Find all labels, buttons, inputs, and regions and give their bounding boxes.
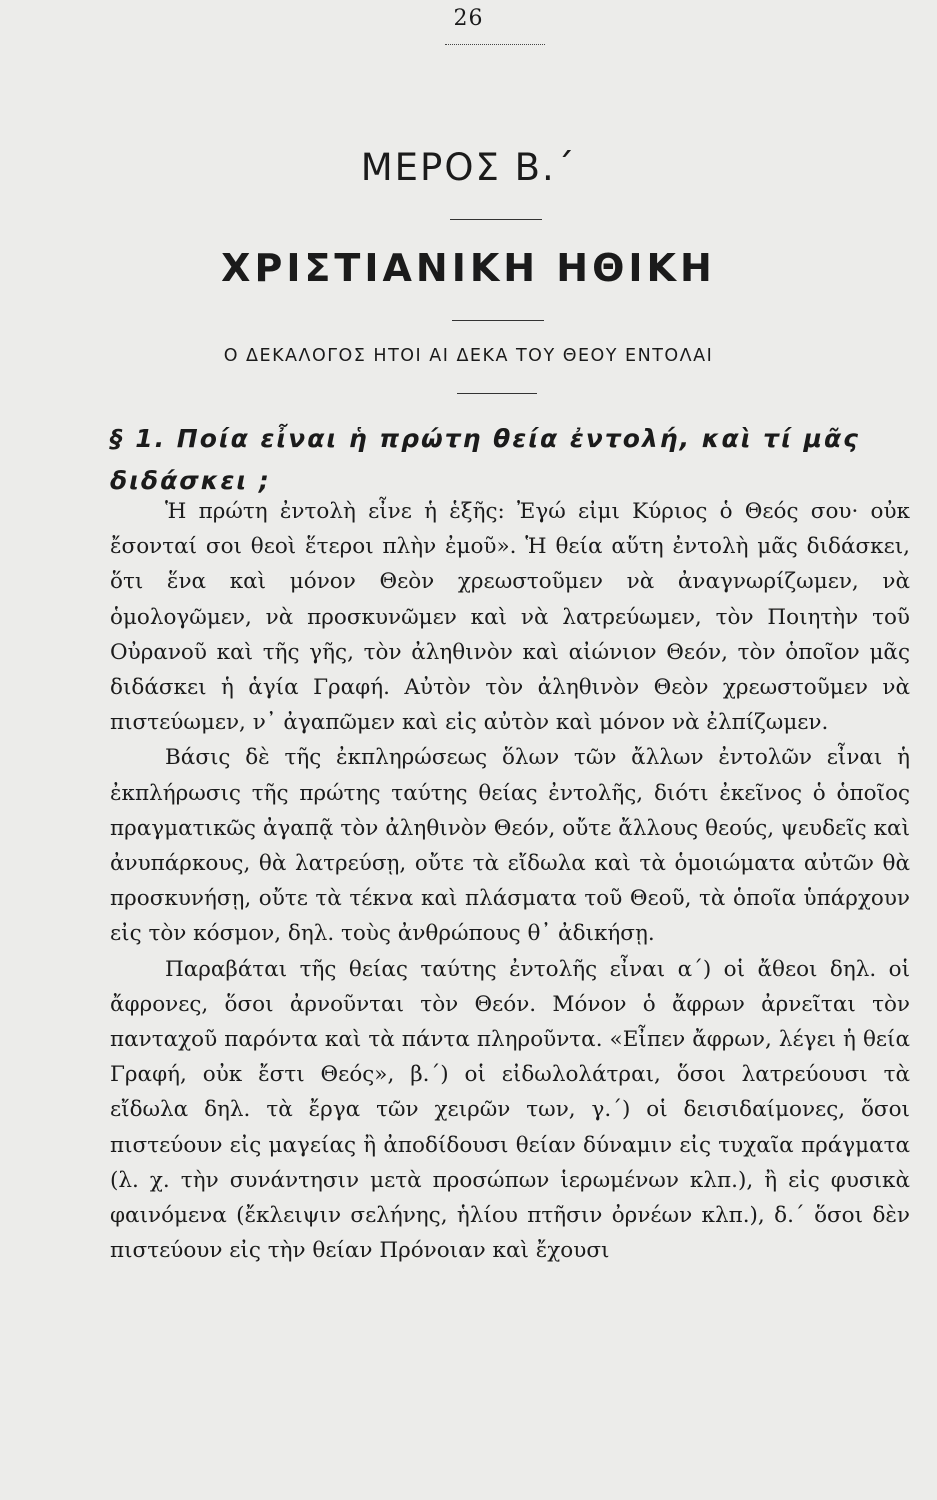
paragraph: Παραβάται τῆς θείας ταύτης ἐντολῆς εἶναι α΄) οἱ ἄθεοι δηλ. οἱ ἄφρονες, ὅσοι ἀρνοῦνται τὸν Θεόν. Μόνον ὁ ἄφρων ἀρνεῖται τὸν πανταχοῦ παρόντα καὶ τὰ πάντα πληροῦντα. «Εἶπεν ἄφρων, λέγει ἡ θεία Γραφή, οὐκ ἔστι Θεός», β.΄) οἱ εἰδωλολάτραι, ὅσοι λατρεύουσι τὰ εἴδωλα δηλ. τὰ ἔργα τῶν χειρῶν των, γ.΄) οἱ δεισιδαίμονες, ὅσοι πιστεύουν εἰς μαγείας ἢ ἀποδίδουσι θείαν δύναμιν εἰς τυχαῖα πράγματα (λ. χ. τὴν συνάντησιν μετὰ προσώπων ἱερωμένων κλπ.), ἢ εἰς φυσικὰ φαινόμενα (ἔκλειψιν σελήνης, ἡλίου πτῆσιν ὀρνέων κλπ.), δ.΄ ὅσοι δὲν πιστεύουν εἰς τὴν θείαν Πρόνοιαν καὶ ἔχουσι	[110, 956, 910, 1264]
subtitle: Ο ΔΕΚΑΛΟΓΟΣ ΗΤΟΙ ΑΙ ΔΕΚΑ ΤΟΥ ΘΕΟΥ ΕΝΤΟΛΑΙ	[223, 346, 714, 366]
body-text	[110, 494, 910, 1268]
divider-rule	[452, 320, 544, 321]
part-title: ΜΕΡΟΣ Β.΄	[360, 146, 577, 189]
divider-rule	[450, 219, 542, 220]
page-number-rule	[445, 44, 545, 45]
section-heading: § 1. Ποία εἶναι ἡ πρώτη θεία ἐντολή, καὶ τί μᾶς διδάσκει ;	[110, 424, 860, 495]
divider-rule	[457, 393, 537, 394]
page-number: 26	[453, 6, 484, 31]
paragraph: Βάσις δὲ τῆς ἐκπληρώσεως ὅλων τῶν ἄλλων ἐντολῶν εἶναι ἡ ἐκπλήρωσις τῆς πρώτης ταύτης θείας ἐντολῆς, διότι ἐκεῖνος ὁ ὁποῖος πραγματικῶς ἀγαπᾷ τὸν ἀληθινὸν Θεόν, οὔτε ἄλλους θεούς, ψευδεῖς καὶ ἀνυπάρκους, θὰ λατρεύσῃ, οὔτε τὰ εἴδωλα καὶ τὰ ὁμοιώματα αὐτῶν θὰ προσκυνήσῃ, οὔτε τὰ τέκνα καὶ πλάσματα τοῦ Θεοῦ, τὰ ὁποῖα ὑπάρχουν εἰς τὸν κόσμον, δηλ. τοὺς ἀνθρώπους θ᾽ ἀδικήσῃ.	[110, 745, 910, 947]
main-title: ΧΡΙΣΤΙΑΝΙΚΗ ΗΘΙΚΗ	[221, 246, 716, 290]
paragraph: Ἡ πρώτη ἐντολὴ εἶνε ἡ ἑξῆς: Ἐγώ εἰμι Κύριος ὁ Θεός σου· οὐκ ἔσονταί σοι θεοὶ ἕτεροι πλὴν ἐμοῦ». Ἡ θεία αὕτη ἐντολὴ μᾶς διδάσκει, ὅτι ἕνα καὶ μόνον Θεὸν χρεωστοῦμεν νὰ ἀναγνωρίζωμεν, νὰ ὁμολογῶμεν, νὰ προσκυνῶμεν καὶ νὰ λατρεύωμεν, τὸν Ποιητὴν τοῦ Οὐρανοῦ καὶ τῆς γῆς, τὸν ἀληθινὸν καὶ αἰώνιον Θεόν, τὸν ὁποῖον μᾶς διδάσκει ἡ ἁγία Γραφή. Αὐτὸν τὸν ἀληθινὸν Θεὸν χρεωστοῦμεν νὰ πιστεύωμεν, ν᾽ ἀγαπῶμεν καὶ εἰς αὐτὸν καὶ μόνον νὰ ἐλπίζωμεν.	[110, 499, 910, 736]
